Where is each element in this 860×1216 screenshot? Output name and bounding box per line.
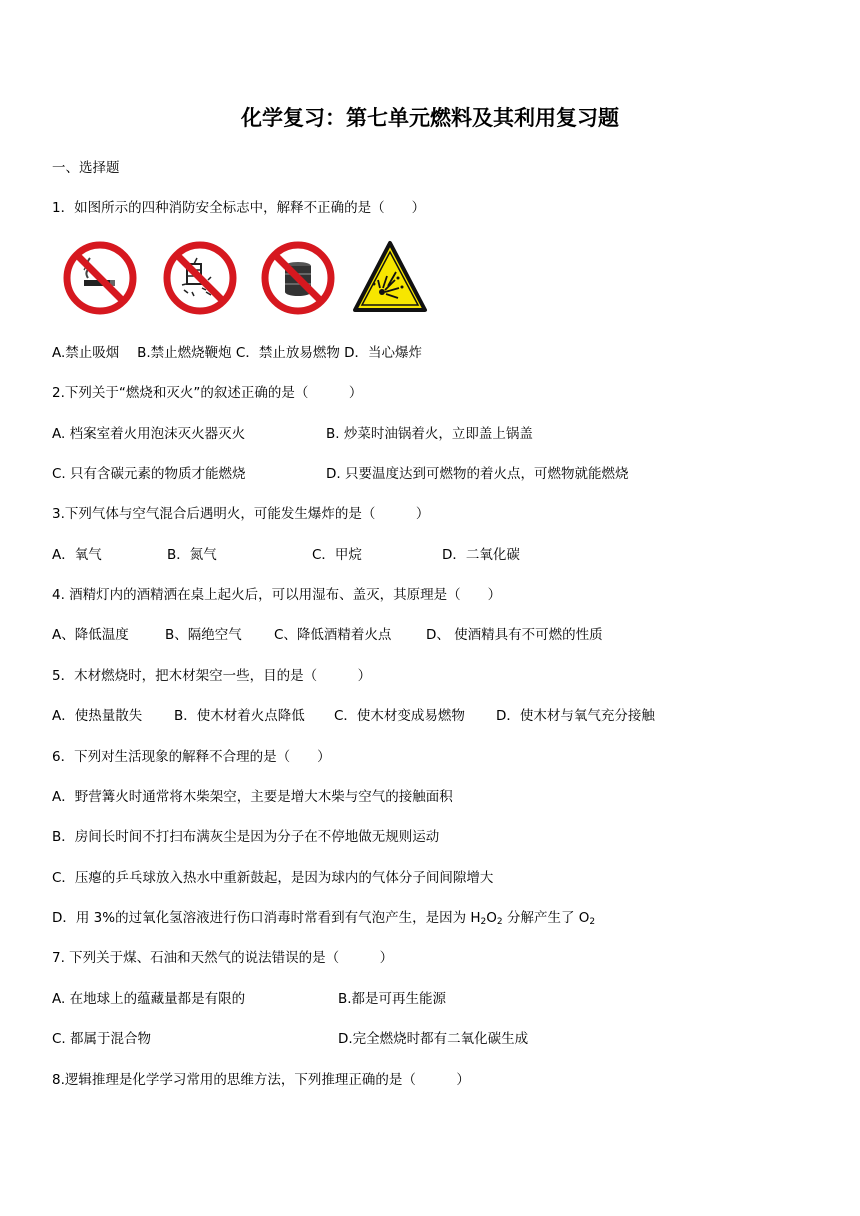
question-4-option-d: D、 使酒精具有不可燃的性质 bbox=[426, 627, 603, 643]
question-6-option-a: A．野营篝火时通常将木柴架空，主要是增大木柴与空气的接触面积 bbox=[52, 789, 453, 805]
question-4-option-a: A、降低温度 bbox=[52, 627, 129, 643]
question-7-option-b: B.都是可再生能源 bbox=[338, 991, 447, 1007]
question-3-stem: 3.下列气体与空气混合后遇明火，可能发生爆炸的是（ ） bbox=[52, 506, 430, 522]
question-3-option-b: B．氮气 bbox=[167, 547, 217, 563]
no-smoking-icon bbox=[62, 240, 138, 316]
question-4-option-c: C、降低酒精着火点 bbox=[274, 627, 392, 643]
question-5-stem: 5．木材燃烧时，把木材架空一些，目的是（ ） bbox=[52, 668, 372, 684]
question-3-option-a: A．氧气 bbox=[52, 547, 102, 563]
safety-signs-figure bbox=[62, 240, 442, 316]
question-5-option-a: A．使热量散失 bbox=[52, 708, 143, 724]
question-7-option-d: D.完全燃烧时都有二氧化碳生成 bbox=[338, 1031, 529, 1047]
question-5-option-c: C．使木材变成易燃物 bbox=[334, 708, 465, 724]
question-2-option-a: A. 档案室着火用泡沫灭火器灭火 bbox=[52, 426, 246, 442]
question-2-option-b: B. 炒菜时油锅着火，立即盖上锅盖 bbox=[326, 426, 533, 442]
question-6-option-c: C．压瘪的乒乓球放入热水中重新鼓起，是因为球内的气体分子间间隙增大 bbox=[52, 870, 494, 886]
question-2-stem: 2.下列关于“燃烧和灭火”的叙述正确的是（ ） bbox=[52, 385, 363, 401]
section-heading: 一、选择题 bbox=[52, 160, 120, 176]
question-6-option-b: B．房间长时间不打扫布满灰尘是因为分子在不停地做无规则运动 bbox=[52, 829, 440, 845]
question-2-option-d: D. 只要温度达到可燃物的着火点，可燃物就能燃烧 bbox=[326, 466, 629, 482]
no-fireworks-icon bbox=[162, 240, 238, 316]
question-1-options: A.禁止吸烟 B.禁止燃烧鞭炮 C．禁止放易燃物 D．当心爆炸 bbox=[52, 345, 423, 361]
no-flammables-icon bbox=[260, 240, 336, 316]
question-3-option-c: C．甲烷 bbox=[312, 547, 362, 563]
question-7-stem: 7. 下列关于煤、石油和天然气的说法错误的是（ ） bbox=[52, 950, 394, 966]
question-7-option-c: C. 都属于混合物 bbox=[52, 1031, 152, 1047]
question-3-option-d: D．二氧化碳 bbox=[442, 547, 520, 563]
question-4-stem: 4. 酒精灯内的酒精洒在桌上起火后，可以用湿布、盖灭，其原理是（ ） bbox=[52, 587, 502, 603]
explosion-warning-icon bbox=[352, 240, 428, 316]
question-1-stem: 1．如图所示的四种消防安全标志中，解释不正确的是（ ） bbox=[52, 200, 426, 216]
question-8-stem: 8.逻辑推理是化学学习常用的思维方法，下列推理正确的是（ ） bbox=[52, 1072, 470, 1088]
question-6-option-d: D．用 3%的过氧化氢溶液进行伤口消毒时常看到有气泡产生，是因为 $H_2O_2$ 分解产生了 $O_2$ bbox=[52, 910, 596, 927]
question-6-stem: 6．下列对生活现象的解释不合理的是（ ） bbox=[52, 749, 331, 765]
question-7-option-a: A. 在地球上的蕴藏量都是有限的 bbox=[52, 991, 246, 1007]
question-4-option-b: B、隔绝空气 bbox=[165, 627, 242, 643]
question-5-option-b: B．使木材着火点降低 bbox=[174, 708, 305, 724]
page-title: 化学复习：第七单元燃料及其利用复习题 bbox=[241, 106, 619, 130]
question-5-option-d: D．使木材与氧气充分接触 bbox=[496, 708, 655, 724]
question-2-option-c: C. 只有含碳元素的物质才能燃烧 bbox=[52, 466, 246, 482]
